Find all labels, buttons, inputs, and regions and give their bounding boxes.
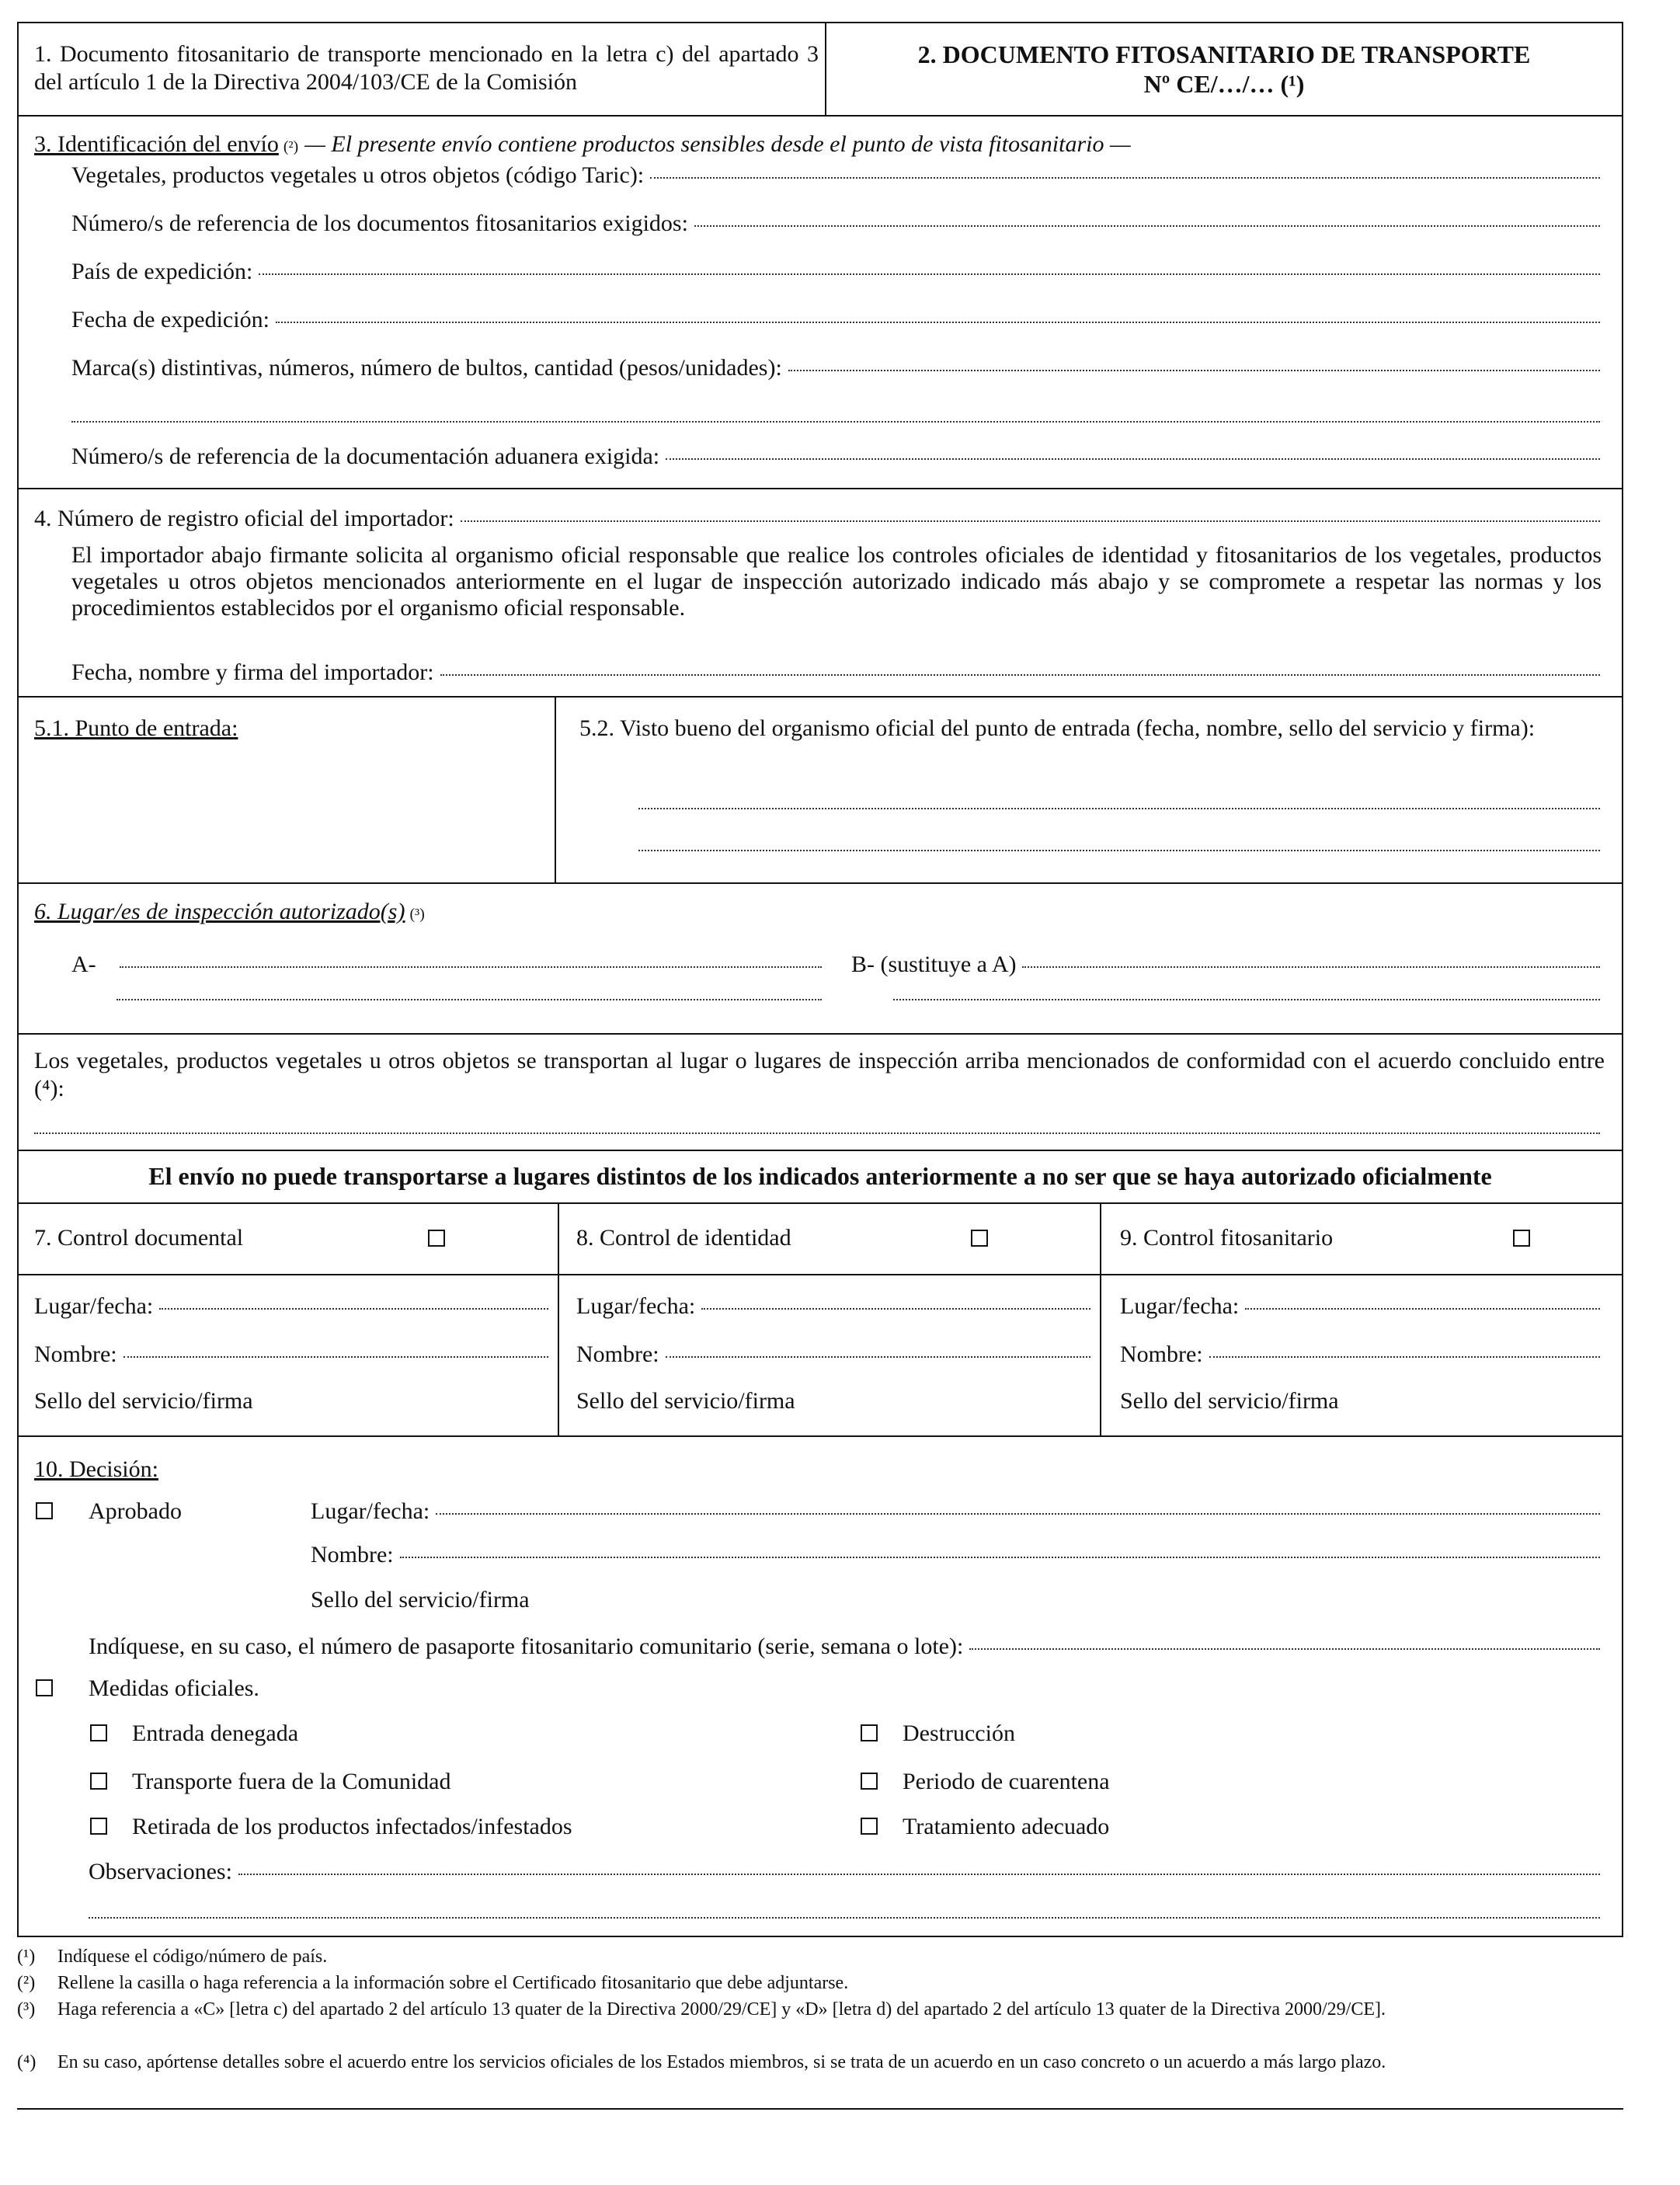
field-dotted-line[interactable] <box>638 850 1600 851</box>
site-a-dotted-line[interactable] <box>120 966 822 968</box>
field-dotted-line[interactable] <box>694 225 1600 227</box>
option-label: Transporte fuera de la Comunidad <box>132 1769 451 1794</box>
field-dotted-line[interactable] <box>666 1356 1090 1358</box>
field-label: Lugar/fecha: <box>34 1293 154 1319</box>
field-label: Número/s de referencia de la documentación aduanera exigida: <box>71 444 660 469</box>
section-4-title: 4. Número de registro oficial del importador: <box>34 506 454 531</box>
field-dotted-line[interactable] <box>259 273 1600 275</box>
option-label: Tratamiento adecuado <box>903 1814 1110 1839</box>
measures-label: Medidas oficiales. <box>89 1675 259 1701</box>
option-label: Periodo de cuarentena <box>903 1769 1110 1794</box>
site-b-label: B- (sustituye a A) <box>851 952 1017 977</box>
field-label: Sello del servicio/firma <box>311 1587 530 1613</box>
footnote-mark: (²) <box>17 1973 36 1993</box>
section-5-1 <box>34 715 238 743</box>
control-7-title: 7. Control documental <box>34 1225 244 1251</box>
section-10-title: 10. Decisión: <box>34 1456 158 1482</box>
section-6 <box>17 884 1623 1035</box>
field-label: Lugar/fecha: <box>1120 1293 1240 1319</box>
footnote-text: En su caso, apórtense detalles sobre el acuerdo entre los servicios oficiales de los Estados miembros, si se trata de un acuerdo en un caso concreto o un acuerdo a más largo plazo. <box>57 2052 1386 2072</box>
section-1-text: 1. Documento fitosanitario de transporte mencionado en la letra c) del apartado 3 del artículo 1 de la Directiva 2004/103/CE de la Comisión <box>34 41 819 95</box>
option-label: Retirada de los productos infectados/infestados <box>132 1814 572 1839</box>
option-checkbox[interactable] <box>90 1818 107 1835</box>
field-label: Lugar/fecha: <box>576 1293 696 1319</box>
section-4-body: El importador abajo firmante solicita al organismo oficial responsable que realice los controles oficiales de identidad y fitosanitarios de los vegetales, productos vegetales u otros objetos mencionados anteriormente en el lugar de inspección autorizado indicado más abajo y se compromete a respetar las normas y los procedimientos establecidos por el organismo oficial responsable. <box>71 542 1602 621</box>
section-6-note: (³) <box>409 906 425 923</box>
field-label: Nombre: <box>576 1341 659 1367</box>
site-b-dotted-line[interactable] <box>1022 966 1600 968</box>
field-label: Lugar/fecha: <box>311 1498 430 1524</box>
section-6-heading <box>34 898 425 928</box>
field-dotted-line[interactable] <box>123 1356 548 1358</box>
footnote-text: Haga referencia a «C» [letra c) del apartado 2 del artículo 13 quater de la Directiva 2000/29/CE] y «D» [letra d) del apartado 2 del artículo 13 quater de la Directiva 2000/29/CE]. <box>57 1999 1386 2020</box>
field-dotted-line[interactable] <box>1209 1356 1600 1358</box>
field-dotted-line[interactable] <box>1245 1308 1600 1310</box>
field-dotted-line[interactable] <box>71 421 1600 423</box>
option-checkbox[interactable] <box>861 1724 878 1741</box>
warning-section <box>17 1151 1623 1204</box>
section-4 <box>17 489 1623 698</box>
option-label: Entrada denegada <box>132 1721 299 1746</box>
field-label: Nombre: <box>1120 1341 1203 1367</box>
field-dotted-line[interactable] <box>276 322 1600 323</box>
section-5-1-label: 5.1. Punto de entrada: <box>34 715 238 741</box>
footnote-text: Rellene la casilla o haga referencia a la información sobre el Certificado fitosanitario que debe adjuntarse. <box>57 1973 849 1993</box>
field-dotted-line[interactable] <box>893 999 1600 1000</box>
section-5 <box>17 698 1623 884</box>
warning-text: El envío no puede transportarse a lugares distintos de los indicados anteriormente a no ser que se haya autorizado oficialmente <box>148 1162 1492 1190</box>
field-dotted-line[interactable] <box>436 1513 1600 1515</box>
field-dotted-line[interactable] <box>650 177 1600 179</box>
section-3-title: 3. Identificación del envío <box>34 131 279 157</box>
agreement-section <box>17 1035 1623 1151</box>
footnotes <box>17 1937 1623 2170</box>
observations-label: Observaciones: <box>89 1859 232 1884</box>
field-dotted-line[interactable] <box>701 1308 1090 1310</box>
field-dotted-line[interactable] <box>638 808 1600 809</box>
control-8-title: 8. Control de identidad <box>576 1225 791 1251</box>
field-dotted-line[interactable] <box>666 458 1600 460</box>
control-7-checkbox[interactable] <box>428 1230 445 1247</box>
section-3-note: (²) <box>283 138 299 155</box>
passport-label: Indíquese, en su caso, el número de pasaporte fitosanitario comunitario (serie, semana o lote): <box>89 1634 964 1659</box>
passport-dotted-line[interactable] <box>969 1648 1600 1650</box>
field-label: Sello del servicio/firma <box>576 1388 795 1414</box>
field-dotted-line[interactable] <box>788 370 1600 371</box>
section-3-subtitle: — El presente envío contiene productos sensibles desde el punto de vista fitosanitario — <box>304 131 1131 157</box>
control-8-checkbox[interactable] <box>971 1230 988 1247</box>
section-2-title: 2. DOCUMENTO FITOSANITARIO DE TRANSPORTE <box>917 40 1531 68</box>
footnote-mark: (¹) <box>17 1947 36 1967</box>
controls-header-row <box>17 1204 1623 1275</box>
option-checkbox[interactable] <box>90 1724 107 1741</box>
field-label: Sello del servicio/firma <box>34 1388 253 1414</box>
control-9-title: 9. Control fitosanitario <box>1120 1225 1334 1251</box>
control-9-checkbox[interactable] <box>1513 1230 1530 1247</box>
field-dotted-line[interactable] <box>89 1917 1600 1919</box>
field-dotted-line[interactable] <box>461 520 1600 522</box>
option-label: Destrucción <box>903 1721 1015 1746</box>
measures-checkbox[interactable] <box>36 1679 53 1696</box>
field-label: País de expedición: <box>71 259 253 284</box>
field-label: Nombre: <box>311 1542 394 1567</box>
agreement-text: Los vegetales, productos vegetales u otros objetos se transportan al lugar o lugares de inspección arriba mencionados de conformidad con el acuerdo concluido entre (⁴): <box>34 1048 1605 1101</box>
approved-label: Aprobado <box>89 1498 182 1524</box>
section-3-heading <box>34 130 1606 161</box>
site-a-label: A- <box>71 952 96 977</box>
section-6-title: 6. Lugar/es de inspección autorizado(s) <box>34 899 405 924</box>
section-3 <box>17 117 1623 489</box>
section-5-2-label: 5.2. Visto bueno del organismo oficial del punto de entrada (fecha, nombre, sello del servicio y firma): <box>579 715 1536 741</box>
section-2-number: Nº CE/…/… (¹) <box>1143 70 1305 98</box>
bottom-rule <box>17 2108 1623 2110</box>
field-label: Fecha de expedición: <box>71 307 270 332</box>
field-dotted-line[interactable] <box>440 674 1600 676</box>
field-dotted-line[interactable] <box>400 1557 1600 1558</box>
controls-body-row <box>17 1275 1623 1437</box>
field-label: Fecha, nombre y firma del importador: <box>71 659 434 685</box>
field-label: Número/s de referencia de los documentos fitosanitarios exigidos: <box>71 210 688 236</box>
field-label: Vegetales, productos vegetales u otros objetos (código Taric): <box>71 162 645 188</box>
field-label: Sello del servicio/firma <box>1120 1388 1339 1414</box>
approved-checkbox[interactable] <box>36 1502 53 1519</box>
footnote-text: Indíquese el código/número de país. <box>57 1947 328 1967</box>
option-checkbox[interactable] <box>861 1818 878 1835</box>
header-row <box>17 22 1623 117</box>
phytosanitary-form <box>17 22 1623 2170</box>
footnote-mark: (³) <box>17 1999 36 2020</box>
section-10 <box>17 1437 1623 1937</box>
option-checkbox[interactable] <box>90 1773 107 1790</box>
footnote-mark: (⁴) <box>17 2052 37 2072</box>
observations-dotted-line[interactable] <box>238 1874 1600 1875</box>
field-dotted-line[interactable] <box>159 1308 548 1310</box>
option-checkbox[interactable] <box>861 1773 878 1790</box>
field-label: Nombre: <box>34 1341 117 1367</box>
field-label: Marca(s) distintivas, números, número de bultos, cantidad (pesos/unidades): <box>71 355 782 381</box>
field-dotted-line[interactable] <box>117 999 822 1000</box>
field-dotted-line[interactable] <box>34 1133 1600 1134</box>
